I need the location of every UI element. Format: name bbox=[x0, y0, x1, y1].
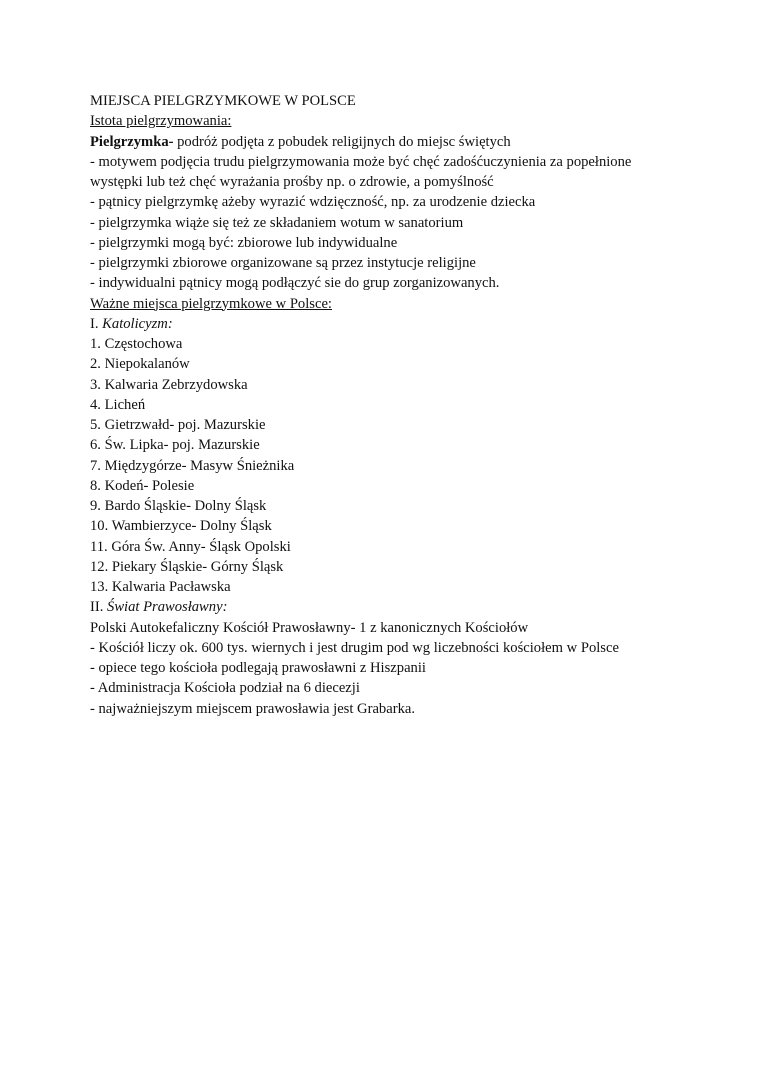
page-title: MIEJSCA PIELGRZYMKOWE W POLSCE bbox=[90, 93, 356, 109]
essence-bullet: - pątnicy pielgrzymkę ażeby wyrazić wdzięczność, np. za urodzenie dziecka bbox=[90, 194, 536, 211]
orthodox-line: - najważniejszym miejscem prawosławia jest Grabarka. bbox=[90, 700, 415, 717]
list-item: 1. Częstochowa bbox=[90, 336, 183, 352]
definition-text: podróż podjęta z pobudek religijnych do miejsc świętych bbox=[173, 133, 511, 150]
orthodox-heading bbox=[90, 597, 730, 617]
list-item: 8. Kodeń- Polesie bbox=[90, 477, 195, 494]
places-heading: Ważne miejsca pielgrzymkowe w Polsce: bbox=[90, 295, 332, 312]
essence-bullet: - motywem podjęcia trudu pielgrzymowania może być chęć zadośćuczynienia za popełnione bbox=[90, 153, 632, 170]
essence-bullet: - pielgrzymki mogą być: zbiorowe lub indywidualne bbox=[90, 234, 398, 251]
orthodox-line: - opiece tego kościoła podlegają prawosławni z Hiszpanii bbox=[90, 660, 426, 676]
essence-bullet: występki lub też chęć wyrażania prośby np. o zdrowie, a pomyślność bbox=[90, 174, 494, 190]
list-item: 5. Gietrzwałd- poj. Mazurskie bbox=[90, 417, 266, 433]
document-body bbox=[90, 91, 730, 719]
definition-term: Pielgrzymka- bbox=[90, 133, 174, 150]
list-item: 12. Piekary Śląskie- Górny Śląsk bbox=[90, 558, 284, 575]
orthodox-line: - Administracja Kościoła podział na 6 diecezji bbox=[90, 680, 360, 697]
section-name: Katolicyzm: bbox=[98, 315, 173, 332]
list-item: 10. Wambierzyce- Dolny Śląsk bbox=[90, 518, 272, 535]
section-numeral: I. bbox=[90, 315, 99, 332]
list-item: 9. Bardo Śląskie- Dolny Śląsk bbox=[90, 498, 267, 514]
essence-bullet: - pielgrzymka wiąże się też ze składaniem wotum w sanatorium bbox=[90, 214, 464, 231]
list-item: 4. Licheń bbox=[90, 396, 146, 413]
section-name: Świat Prawosławny: bbox=[103, 599, 228, 616]
essence-bullet: - pielgrzymki zbiorowe organizowane są przez instytucje religijne bbox=[90, 255, 476, 271]
essence-bullet: - indywidualni pątnicy mogą podłączyć sie do grup zorganizowanych. bbox=[90, 275, 500, 292]
list-item: 6. Św. Lipka- poj. Mazurskie bbox=[90, 437, 260, 454]
essence-heading: Istota pielgrzymowania: bbox=[90, 113, 232, 130]
section-numeral: II. bbox=[90, 599, 104, 616]
list-item: 3. Kalwaria Zebrzydowska bbox=[90, 376, 248, 393]
list-item: 7. Międzygórze- Masyw Śnieżnika bbox=[90, 457, 295, 474]
orthodox-line: - Kościół liczy ok. 600 tys. wiernych i jest drugim pod wg liczebności kościołem w Polsce bbox=[90, 639, 619, 656]
orthodox-line: Polski Autokefaliczny Kościół Prawosławny- 1 z kanonicznych Kościołów bbox=[90, 619, 529, 636]
catholic-heading bbox=[90, 314, 730, 334]
list-item: 2. Niepokalanów bbox=[90, 356, 190, 373]
list-item: 11. Góra Św. Anny- Śląsk Opolski bbox=[90, 538, 291, 555]
definition-line bbox=[90, 132, 730, 152]
list-item: 13. Kalwaria Pacławska bbox=[90, 579, 231, 595]
